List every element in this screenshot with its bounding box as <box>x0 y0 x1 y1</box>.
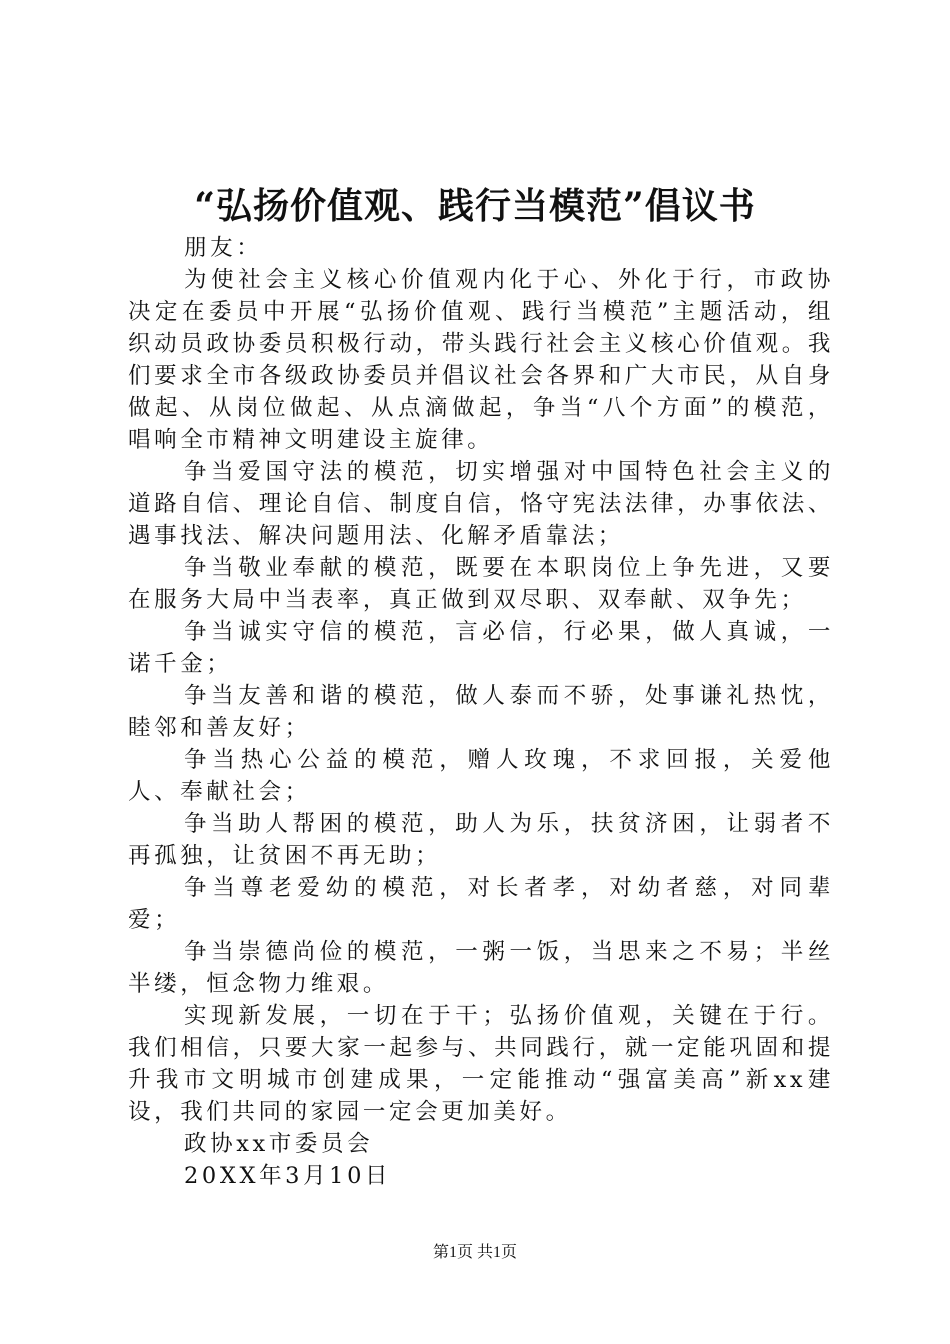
paragraph-respect-elders: 争当尊老爱幼的模范，对长者孝，对幼者慈，对同辈爱； <box>128 875 834 933</box>
paragraph-public-welfare: 争当热心公益的模范，赠人玫瑰，不求回报，关爱他人、奉献社会； <box>128 747 834 805</box>
paragraph-friendliness: 争当友善和谐的模范，做人泰而不骄，处事谦礼热忱，睦邻和善友好； <box>128 683 834 741</box>
paragraph-helping-others: 争当助人帮困的模范，助人为乐，扶贫济困，让弱者不再孤独，让贫困不再无助； <box>128 811 834 869</box>
page-footer: 第1页 共1页 <box>432 1244 517 1261</box>
document-title: “弘扬价值观、践行当模范”倡议书 <box>194 185 756 227</box>
paragraph-intro: 为使社会主义核心价值观内化于心、外化于行，市政协决定在委员中开展“弘扬价值观、践行当模范”主题活动，组织动员政协委员积极行动，带头践行社会主义核心价值观。我们要求全市各级政协委员并倡议社会各界和广大市民，从自身做起、从岗位做起、从点滴做起，争当“八个方面”的模范，唱响全市精神文明建设主旋律。 <box>128 267 834 453</box>
signature: 政协xx市委员会 <box>184 1131 374 1157</box>
paragraph-frugality: 争当崇德尚俭的模范，一粥一饭，当思来之不易；半丝半缕，恒念物力维艰。 <box>128 939 834 997</box>
document-date: 20XX年3月10日 <box>184 1163 392 1189</box>
salutation: 朋友： <box>184 235 263 261</box>
paragraph-dedication: 争当敬业奉献的模范，既要在本职岗位上争先进，又要在服务大局中当表率，真正做到双尽职、双奉献、双争先； <box>128 555 834 613</box>
paragraph-integrity: 争当诚实守信的模范，言必信，行必果，做人真诚，一诺千金； <box>128 619 834 677</box>
paragraph-patriotic: 争当爱国守法的模范，切实增强对中国特色社会主义的道路自信、理论自信、制度自信，恪守宪法法律，办事依法、遇事找法、解决问题用法、化解矛盾靠法； <box>128 459 834 549</box>
document-body <box>128 232 834 1192</box>
paragraph-conclusion: 实现新发展，一切在于干；弘扬价值观，关键在于行。我们相信，只要大家一起参与、共同践行，就一定能巩固和提升我市文明城市创建成果，一定能推动“强富美高”新xx建设，我们共同的家园一定会更加美好。 <box>128 1003 834 1125</box>
